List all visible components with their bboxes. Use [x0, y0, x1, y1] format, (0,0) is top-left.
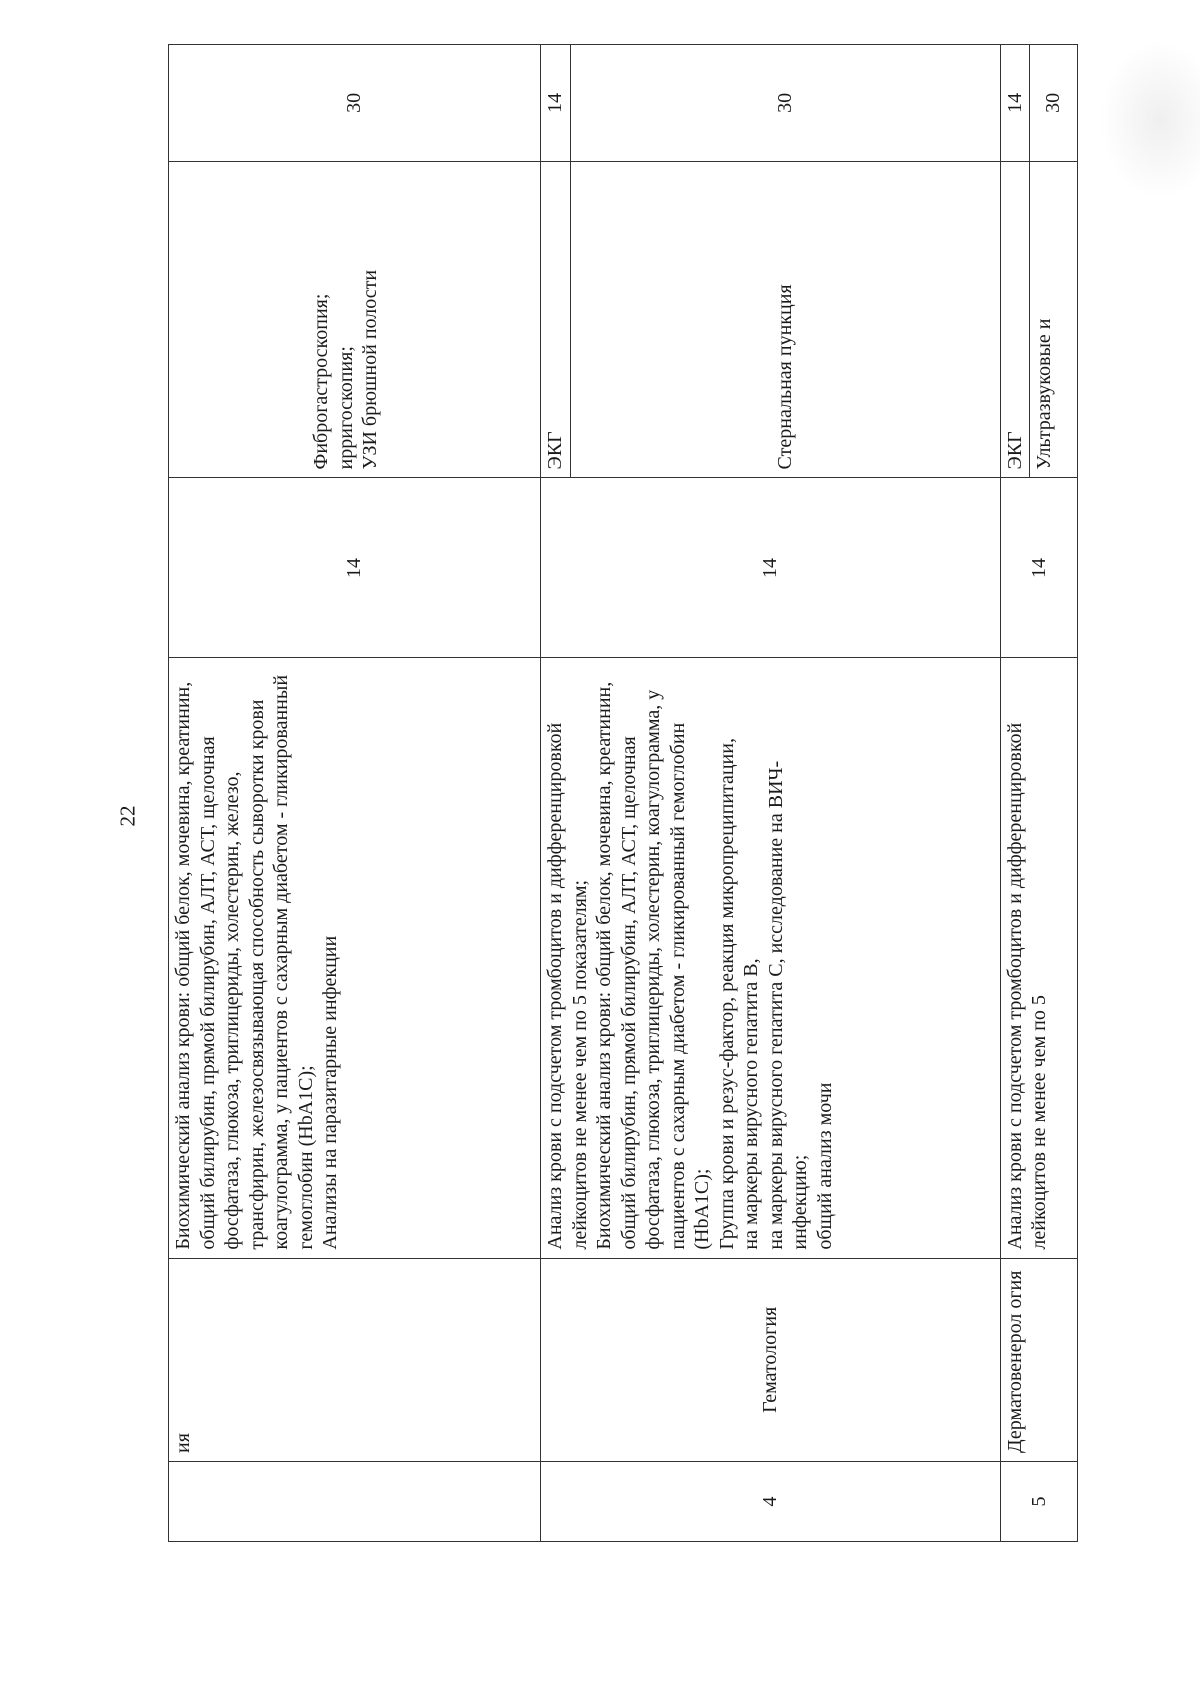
- specialty-cell: ия: [169, 1258, 541, 1461]
- table-row: [541, 45, 571, 1542]
- lab-validity-days-cell: 14: [169, 478, 541, 658]
- table-row: [1000, 45, 1030, 1542]
- row-number-cell: 4: [541, 1461, 1001, 1541]
- table-row: [169, 45, 541, 1542]
- lab-validity-days-cell: 14: [1000, 478, 1078, 658]
- ecg-validity-days-cell: 14: [1000, 45, 1030, 162]
- row-number-cell: 5: [1000, 1461, 1078, 1541]
- requirements-table: [168, 44, 1078, 1542]
- scan-shadow: [1100, 40, 1200, 200]
- ecg-cell: ЭКГ: [1000, 161, 1030, 478]
- lab-validity-days-cell: 14: [541, 478, 1001, 658]
- instrumental-tests-cell: Ультразвуковые и: [1030, 161, 1078, 478]
- instrumental-tests-cell: Стернальная пункция: [570, 161, 1000, 478]
- instrumental-validity-days-cell: 30: [169, 45, 541, 162]
- ecg-validity-days-cell: 14: [541, 45, 571, 162]
- specialty-cell: Дерматовенерол огия: [1000, 1258, 1078, 1461]
- page-number: 22: [115, 805, 140, 827]
- lab-tests-cell: Анализ крови с подсчетом тромбоцитов и дифференцировкой лейкоцитов не менее чем по 5: [1000, 658, 1078, 1258]
- lab-tests-cell: Анализ крови с подсчетом тромбоцитов и дифференцировкой лейкоцитов не менее чем по 5 показателям; Биохимический анализ крови: общий белок, мочевина, креатинин, общий билирубин, прямой билирубин, АЛТ, АСТ, щелочная фосфатаза, глюкоза, триглицериды, холестерин, коагулограмма, у пациентов с сахарным диабетом - гликированный гемоглобин (HbA1C); Группа крови и резус-фактор, реакция микропреципитации, на маркеры вирусного гепатита В, на маркеры вирусного гепатита С, исследование на ВИЧ-инфекцию; общий анализ мочи: [541, 658, 1001, 1258]
- specialty-cell: Гематология: [541, 1258, 1001, 1461]
- instrumental-validity-days-cell: 30: [1030, 45, 1078, 162]
- lab-tests-cell: Биохимический анализ крови: общий белок, мочевина, креатинин, общий билирубин, прямой билирубин, АЛТ, АСТ, щелочная фосфатаза, глюкоза, триглицериды, холестерин, железо, трансфирин, железосвязывающая способность сыворотки крови коагулограмма, у пациентов с сахарным диабетом - гликированный гемоглобин (HbA1C); Анализы на паразитарные инфекции: [169, 658, 541, 1258]
- instrumental-tests-cell: Фиброгастроскопия; ирригоскопия; УЗИ брюшной полости: [169, 161, 541, 478]
- instrumental-validity-days-cell: 30: [570, 45, 1000, 162]
- ecg-cell: ЭКГ: [541, 161, 571, 478]
- row-number-cell: [169, 1461, 541, 1541]
- requirements-table-rotated: [168, 44, 1066, 1542]
